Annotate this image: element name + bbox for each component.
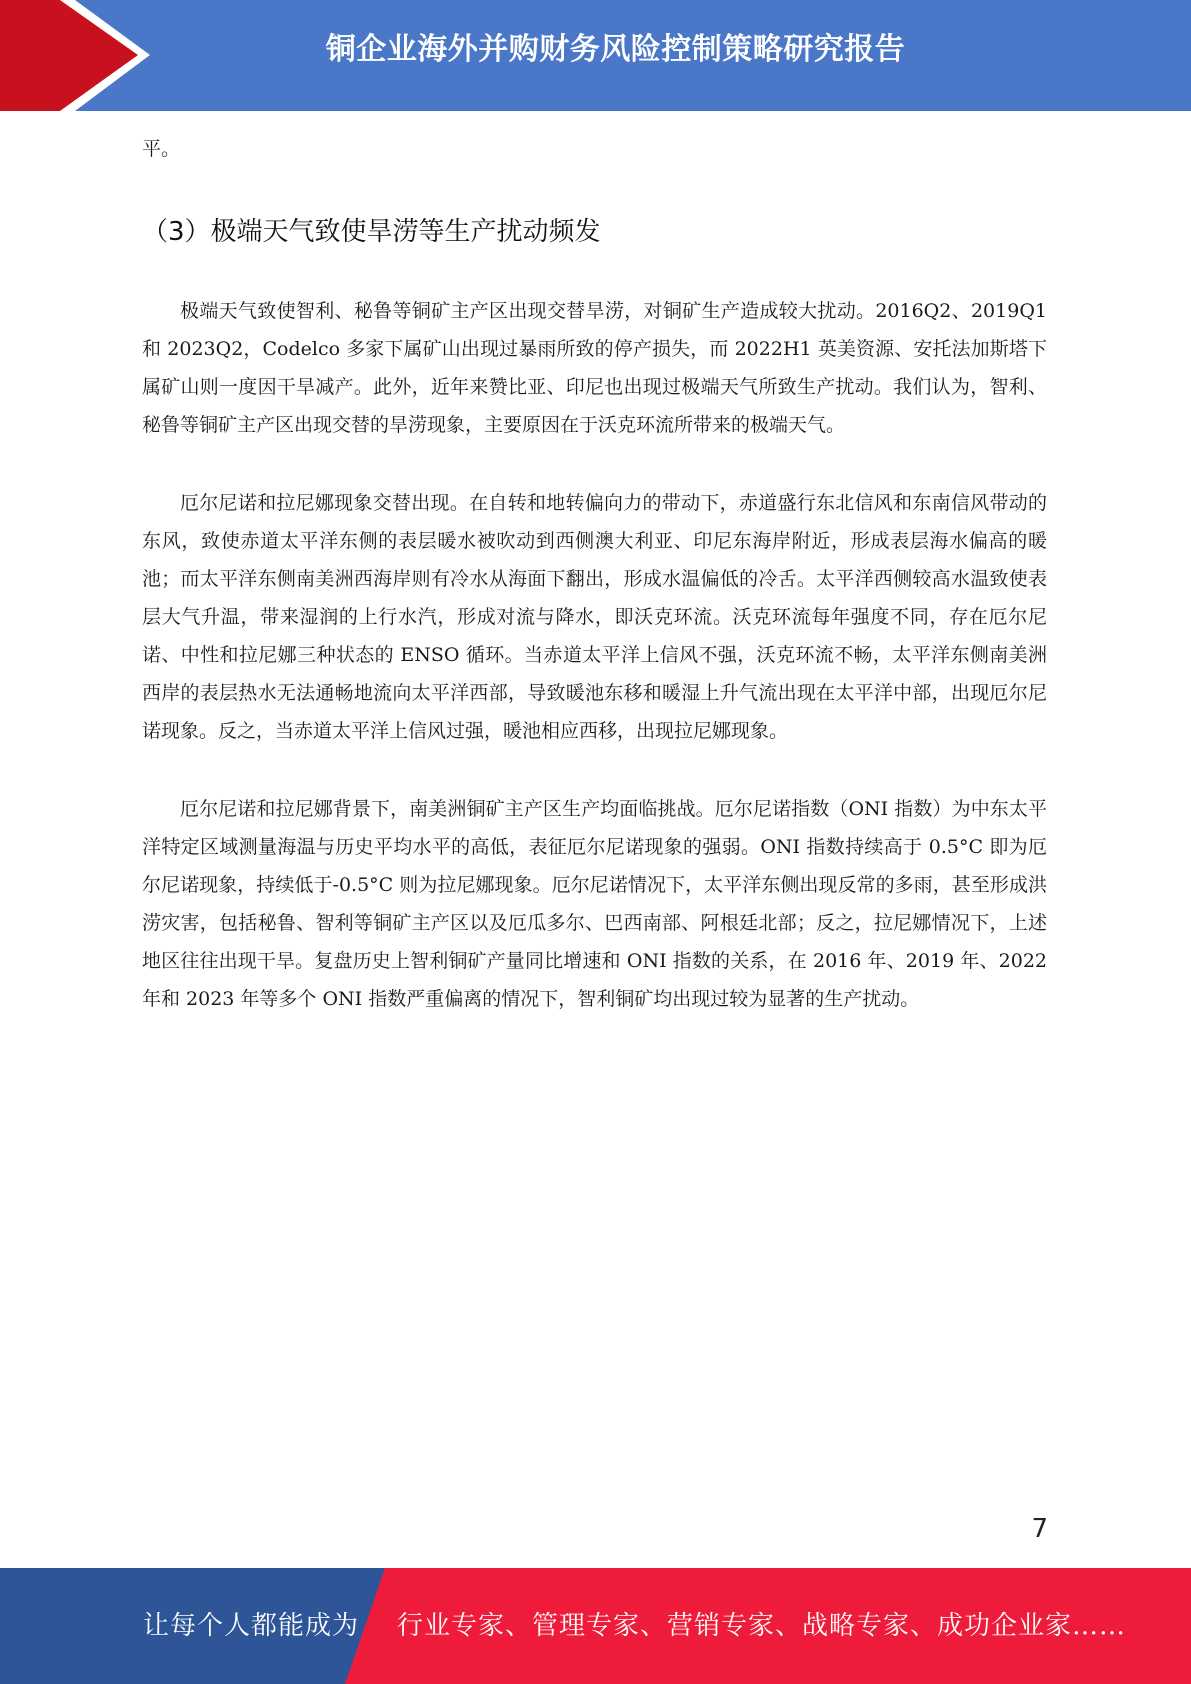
paragraph: 厄尔尼诺和拉尼娜现象交替出现。在自转和地转偏向力的带动下，赤道盛行东北信风和东南信风带动的东风，致使赤道太平洋东侧的表层暖水被吹动到西侧澳大利亚、印尼东海岸附近，形成表层海水偏高的暖池；而太平洋东侧南美洲西海岸则有冷水从海面下翻出，形成水温偏低的冷舌。太平洋西侧较高水温致使表层大气升温，带来湿润的上行水汽，形成对流与降水，即沃克环流。沃克环流每年强度不同，存在厄尔尼诺、中性和拉尼娜三种状态的 ENSO 循环。当赤道太平洋上信风不强，沃克环流不畅，太平洋东侧南美洲西岸的表层热水无法通畅地流向太平洋西部，导致暖池东移和暖湿上升气流出现在太平洋中部，出现厄尔尼诺现象。反之，当赤道太平洋上信风过强，暖池相应西移，出现拉尼娜现象。 xyxy=(142,492,1047,742)
paragraph: 厄尔尼诺和拉尼娜背景下，南美洲铜矿主产区生产均面临挑战。厄尔尼诺指数（ONI 指数）为中东太平洋特定区域测量海温与历史平均水平的高低，表征厄尔尼诺现象的强弱。ONI 指数持续高于 0.5°C 即为厄尔尼诺现象，持续低于-0.5°C 则为拉尼娜现象。厄尔尼诺情况下，太平洋东侧出现反常的多雨，甚至形成洪涝灾害，包括秘鲁、智利等铜矿主产区以及厄瓜多尔、巴西南部、阿根廷北部；反之，拉尼娜情况下，上述地区往往出现干旱。复盘历史上智利铜矿产量同比增速和 ONI 指数的关系，在 2016 年、2019 年、2022 年和 2023 年等多个 ONI 指数严重偏离的情况下，智利铜矿均出现过较为显著的生产扰动。 xyxy=(142,798,1047,1010)
header-arrow-graphic xyxy=(0,0,160,111)
section-heading: （3）极端天气致使旱涝等生产扰动频发 xyxy=(142,217,601,247)
footer-slogan-left: 让每个人都能成为 xyxy=(143,1611,360,1641)
paragraph: 极端天气致使智利、秘鲁等铜矿主产区出现交替旱涝，对铜矿生产造成较大扰动。2016Q2、2019Q1 和 2023Q2，Codelco 多家下属矿山出现过暴雨所致的停产损失，而 2022H1 英美资源、安托法加斯塔下属矿山则一度因干旱减产。此外，近年来赞比亚、印尼也出现过极端天气所致生产扰动。我们认为，智利、秘鲁等铜矿主产区出现交替的旱涝现象，主要原因在于沃克环流所带来的极端天气。 xyxy=(142,300,1047,436)
document-title: 铜企业海外并购财务风险控制策略研究报告 xyxy=(325,32,906,67)
header-bar xyxy=(0,0,1191,111)
continuation-text: 平。 xyxy=(142,138,181,160)
header-arrow-red xyxy=(0,0,148,111)
page-number: 7 xyxy=(1031,1514,1048,1544)
page-content xyxy=(142,130,1047,1018)
footer-slogan-right: 行业专家、管理专家、营销专家、战略专家、成功企业家…… xyxy=(397,1611,1127,1641)
footer-banner xyxy=(0,1568,1191,1684)
